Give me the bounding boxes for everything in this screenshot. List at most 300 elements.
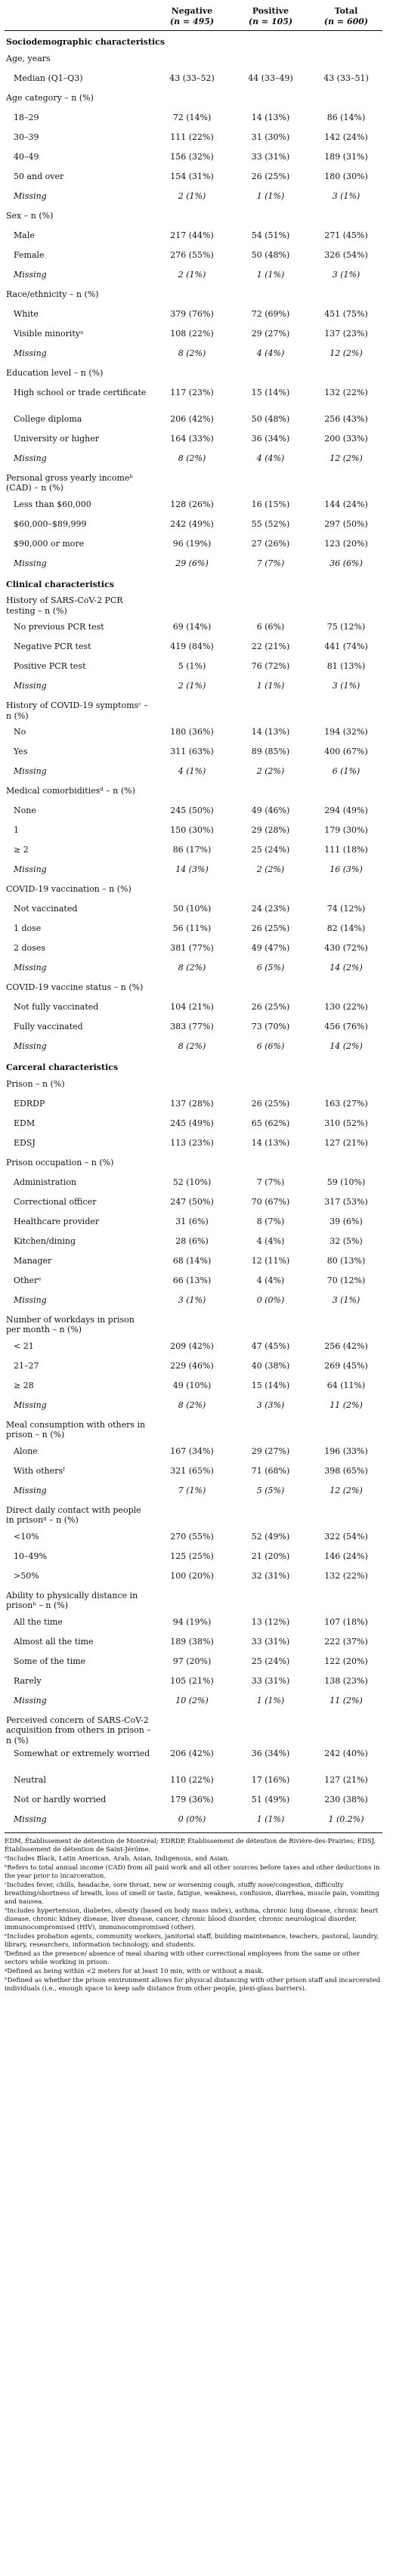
positive-cell: 26 (25%) (251, 1098, 290, 1109)
positive-cell: 12 (11%) (251, 1255, 290, 1266)
row-label: EDM (14, 1118, 36, 1128)
negative-cell (153, 697, 231, 724)
total-cell: 16 (3%) (329, 864, 363, 874)
negative-cell: 113 (23%) (170, 1137, 214, 1148)
total-cell (310, 90, 382, 110)
total-cell: 297 (50%) (324, 518, 368, 529)
total-cell (310, 1076, 382, 1096)
row-label: With othersᶠ (14, 1465, 65, 1476)
row-label: 21–27 (14, 1360, 39, 1371)
negative-cell: 167 (34%) (170, 1446, 214, 1456)
negative-cell (153, 470, 231, 496)
negative-cell: 2 (1%) (178, 190, 206, 201)
variable-row (5, 979, 382, 999)
row-label: EDSJ (14, 1137, 36, 1148)
negative-cell: 242 (49%) (170, 518, 214, 529)
variable-row (5, 697, 382, 724)
negative-cell: 111 (22%) (170, 131, 214, 142)
category-row (5, 658, 382, 678)
positive-cell: 14 (13%) (251, 727, 290, 737)
row-label: Race/ethnicity – n (%) (6, 289, 99, 299)
total-cell: 322 (54%) (324, 1531, 368, 1542)
variable-row (5, 1076, 382, 1096)
variable-row (5, 1312, 382, 1338)
row-label: 1 dose (14, 923, 42, 933)
negative-cell: 164 (33%) (170, 433, 214, 444)
negative-cell: 206 (42%) (170, 1749, 214, 1758)
total-cell (310, 1502, 382, 1529)
negative-cell: 156 (32%) (170, 151, 214, 162)
header-positive: Positive (n = 105) (231, 5, 310, 31)
total-cell (310, 697, 382, 724)
negative-cell: 379 (76%) (170, 308, 214, 319)
total-cell: 14 (2%) (329, 963, 363, 973)
category-row (5, 1214, 382, 1233)
positive-cell: 4 (4%) (256, 1235, 285, 1246)
positive-cell: 89 (85%) (251, 747, 290, 756)
total-cell: 36 (6%) (329, 558, 363, 568)
negative-cell: 10 (2%) (175, 1695, 209, 1705)
positive-cell (231, 90, 310, 110)
total-cell: 82 (14%) (326, 923, 366, 933)
total-cell: 230 (38%) (324, 1795, 368, 1804)
positive-cell: 49 (46%) (251, 806, 290, 815)
row-label: $60,000–$89,999 (14, 518, 87, 529)
total-cell: 123 (20%) (324, 538, 368, 549)
negative-cell: 154 (31%) (170, 171, 214, 181)
positive-cell (231, 881, 310, 901)
total-cell: 130 (22%) (324, 1002, 368, 1012)
total-cell: 271 (45%) (324, 230, 368, 240)
row-label: <10% (14, 1531, 39, 1542)
negative-cell: 0 (0%) (178, 1814, 206, 1824)
row-label: Missing (14, 1041, 47, 1051)
total-cell: 326 (54%) (324, 249, 368, 260)
negative-cell: 68 (14%) (172, 1255, 212, 1266)
negative-cell (153, 1588, 231, 1614)
category-row (5, 1115, 382, 1135)
variable-row (5, 470, 382, 496)
total-cell: 3 (1%) (332, 1294, 360, 1305)
total-cell: 74 (12%) (326, 904, 366, 914)
total-cell: 59 (10%) (326, 1177, 366, 1187)
negative-cell: 49 (10%) (172, 1380, 212, 1390)
row-label: No previous PCR test (14, 622, 104, 632)
negative-cell: 3 (1%) (178, 1294, 206, 1305)
row-label: College diploma (14, 413, 82, 424)
category-row (5, 536, 382, 555)
category-row (5, 1135, 382, 1155)
category-row (5, 431, 382, 450)
variable-row (5, 1712, 382, 1746)
total-cell: 294 (49%) (324, 806, 368, 815)
total-cell: 189 (31%) (324, 151, 368, 162)
category-row (5, 385, 382, 411)
variable-row (5, 90, 382, 110)
negative-cell: 52 (10%) (172, 1177, 212, 1187)
negative-cell: 4 (1%) (178, 766, 206, 776)
total-cell: 64 (11%) (326, 1380, 366, 1390)
row-label: Missing (14, 766, 47, 776)
row-label: ≥ 28 (14, 1380, 34, 1390)
positive-cell: 7 (7%) (256, 558, 285, 568)
negative-cell: 5 (1%) (178, 661, 206, 671)
category-row (5, 822, 382, 842)
category-row (5, 1019, 382, 1038)
negative-cell: 105 (21%) (170, 1675, 214, 1686)
positive-cell (231, 286, 310, 306)
category-row (5, 1792, 382, 1811)
section-heading: Clinical characteristics (6, 579, 114, 589)
positive-cell: 14 (13%) (251, 1137, 290, 1148)
positive-cell: 33 (31%) (251, 1636, 290, 1647)
row-label: Missing (14, 963, 47, 973)
negative-cell: 247 (50%) (170, 1196, 214, 1207)
total-cell: 179 (30%) (324, 825, 368, 835)
total-cell: 400 (67%) (324, 747, 368, 756)
category-row (5, 1746, 382, 1772)
row-label: 2 doses (14, 943, 45, 953)
positive-cell: 2 (2%) (256, 766, 285, 776)
positive-cell: 5 (5%) (256, 1485, 285, 1495)
row-label: Perceived concern of SARS-CoV-2 acquisition from others in prison – n (%) (6, 1715, 151, 1746)
row-label: All the time (14, 1616, 63, 1627)
row-label: Missing (14, 1814, 47, 1824)
negative-cell (153, 592, 231, 619)
negative-cell: 125 (25%) (170, 1551, 214, 1561)
positive-cell: 71 (68%) (251, 1465, 290, 1476)
total-cell (310, 1417, 382, 1443)
negative-cell: 8 (2%) (178, 1399, 206, 1410)
category-row (5, 724, 382, 744)
negative-cell: 7 (1%) (178, 1485, 206, 1495)
row-label: University or higher (14, 433, 100, 444)
category-row (5, 70, 382, 90)
total-cell: 180 (30%) (324, 171, 368, 181)
negative-cell: 110 (22%) (170, 1775, 214, 1785)
negative-cell: 128 (26%) (170, 499, 214, 509)
total-cell: 81 (13%) (326, 661, 366, 671)
total-cell: 200 (33%) (324, 433, 368, 444)
row-label: Not or hardly worried (14, 1795, 107, 1804)
negative-cell: 189 (38%) (170, 1636, 214, 1647)
positive-cell: 1 (1%) (256, 269, 285, 280)
positive-cell: 17 (16%) (251, 1775, 290, 1785)
category-row (5, 1273, 382, 1292)
category-row (5, 1378, 382, 1397)
positive-cell: 76 (72%) (251, 661, 290, 671)
negative-cell: 229 (46%) (170, 1360, 214, 1371)
row-label: Correctional officer (14, 1196, 97, 1207)
row-label: 18–29 (14, 112, 39, 122)
row-label: >50% (14, 1570, 39, 1581)
row-label: Sex – n (%) (6, 210, 54, 221)
total-cell: 11 (2%) (329, 1695, 363, 1705)
negative-cell: 50 (10%) (172, 904, 212, 914)
negative-cell: 104 (21%) (170, 1002, 214, 1012)
total-cell: 138 (23%) (324, 1675, 368, 1686)
footnote: EDM, Établissement de détention de Montréal; EDRDP, Établissement de détention de Rivière-des-Prairies; EDSJ, Établissement de détention de Saint-Jérôme. (5, 1838, 376, 1854)
row-label: Missing (14, 190, 47, 201)
category-row (5, 842, 382, 861)
table-header-row (5, 5, 382, 31)
row-label: Otherᵉ (14, 1275, 42, 1285)
section-heading: Carceral characteristics (6, 1062, 119, 1072)
total-cell: 398 (65%) (324, 1465, 368, 1476)
positive-cell: 6 (5%) (256, 963, 285, 973)
total-cell: 451 (75%) (324, 308, 368, 319)
positive-cell (231, 1712, 310, 1746)
total-cell: 146 (24%) (324, 1551, 368, 1561)
category-row (5, 1673, 382, 1693)
row-label: Medical comorbiditiesᵈ – n (%) (6, 786, 135, 796)
total-cell: 163 (27%) (324, 1098, 368, 1109)
positive-cell: 7 (7%) (256, 1177, 285, 1187)
total-cell: 142 (24%) (324, 131, 368, 142)
negative-cell (153, 51, 231, 70)
positive-cell: 26 (25%) (251, 171, 290, 181)
row-label: Missing (14, 864, 47, 874)
category-row (5, 1529, 382, 1548)
row-label: Positive PCR test (14, 661, 86, 671)
total-cell (310, 1588, 382, 1614)
footnote: ᵍDefined as being within <2 meters for at least 10 min, with or without a mask. (5, 1968, 265, 1975)
positive-cell: 0 (0%) (256, 1294, 285, 1305)
missing-row (5, 1397, 382, 1417)
positive-cell: 31 (30%) (251, 131, 290, 142)
negative-cell: 381 (77%) (170, 943, 214, 953)
negative-cell: 8 (2%) (178, 348, 206, 358)
total-cell (310, 1312, 382, 1338)
positive-cell: 16 (15%) (251, 499, 290, 509)
positive-cell: 27 (26%) (251, 538, 290, 549)
category-row (5, 247, 382, 267)
positive-cell (231, 1502, 310, 1529)
positive-cell (231, 1588, 310, 1614)
positive-cell (231, 1417, 310, 1443)
row-label: Age category – n (%) (6, 92, 94, 103)
negative-cell (153, 881, 231, 901)
positive-cell: 24 (23%) (251, 904, 290, 914)
row-label: Alone (14, 1446, 38, 1456)
row-label: Missing (14, 1695, 47, 1705)
positive-cell (231, 51, 310, 70)
variable-row (5, 881, 382, 901)
row-label: Missing (14, 1399, 47, 1410)
negative-cell: 43 (33–52) (169, 73, 215, 83)
footnote: ᵃIncludes Black, Latin American, Arab, Asian, Indigenous, and Asian. (5, 1855, 230, 1863)
negative-cell: 209 (42%) (170, 1341, 214, 1351)
total-cell: 317 (53%) (324, 1196, 368, 1207)
total-cell (310, 51, 382, 70)
positive-cell: 50 (48%) (251, 413, 290, 424)
total-cell: 132 (22%) (324, 387, 368, 397)
positive-cell: 36 (34%) (251, 433, 290, 444)
row-label: $90,000 or more (14, 538, 85, 549)
total-cell (310, 1712, 382, 1746)
total-cell: 196 (33%) (324, 1446, 368, 1456)
category-row (5, 1096, 382, 1115)
total-cell (310, 881, 382, 901)
positive-cell: 70 (67%) (251, 1196, 290, 1207)
negative-cell: 276 (55%) (170, 249, 214, 260)
total-cell: 43 (33–51) (323, 73, 369, 83)
total-cell: 86 (14%) (326, 112, 366, 122)
variable-row (5, 592, 382, 619)
category-row (5, 1233, 382, 1253)
positive-cell: 29 (28%) (251, 825, 290, 835)
row-label: 50 and over (14, 171, 64, 181)
negative-cell: 270 (55%) (170, 1531, 214, 1542)
total-cell: 1 (0.2%) (328, 1814, 364, 1824)
total-cell: 75 (12%) (326, 622, 366, 632)
missing-row (5, 1292, 382, 1312)
total-cell: 70 (12%) (326, 1275, 366, 1285)
row-label: No (14, 727, 26, 737)
total-cell: 242 (40%) (324, 1749, 368, 1758)
category-row (5, 1772, 382, 1792)
row-label: Personal gross yearly incomeᵇ (CAD) – n (%) (6, 472, 133, 493)
total-cell: 269 (45%) (324, 1360, 368, 1371)
positive-cell: 15 (14%) (251, 1380, 290, 1390)
row-label: Some of the time (14, 1656, 86, 1666)
row-label: 30–39 (14, 131, 39, 142)
positive-cell: 1 (1%) (256, 681, 285, 691)
total-cell: 441 (74%) (324, 642, 368, 651)
positive-cell: 22 (21%) (251, 642, 290, 651)
total-cell (310, 208, 382, 227)
category-row (5, 1194, 382, 1214)
footnotes (5, 1832, 382, 1993)
row-label: 1 (14, 825, 19, 835)
negative-cell: 96 (19%) (172, 538, 212, 549)
category-row (5, 1614, 382, 1634)
negative-cell (153, 783, 231, 802)
row-label: Less than $60,000 (14, 499, 91, 509)
missing-row (5, 450, 382, 470)
positive-cell: 15 (14%) (251, 387, 290, 397)
footnote: ᶠDefined as the presence/ absence of meal sharing with other correctional employees from the same or other sectors while working in prison. (5, 1950, 360, 1966)
row-label: Administration (14, 1177, 77, 1187)
category-row (5, 802, 382, 822)
row-label: Missing (14, 453, 47, 463)
category-row (5, 1568, 382, 1588)
negative-cell: 31 (6%) (175, 1216, 209, 1226)
header-negative: Negative (n = 495) (153, 5, 231, 31)
total-cell: 107 (18%) (324, 1616, 368, 1627)
positive-cell: 1 (1%) (256, 190, 285, 201)
category-row (5, 999, 382, 1019)
missing-row (5, 960, 382, 979)
row-label: COVID-19 vaccination – n (%) (6, 884, 131, 894)
total-cell (310, 286, 382, 306)
category-row (5, 1174, 382, 1194)
total-cell: 39 (6%) (329, 1216, 363, 1226)
positive-cell (231, 470, 310, 496)
missing-row (5, 1483, 382, 1502)
row-label: 40–49 (14, 151, 39, 162)
row-label: Rarely (14, 1675, 42, 1686)
positive-cell: 72 (69%) (251, 308, 290, 319)
negative-cell (153, 1417, 231, 1443)
positive-cell: 36 (34%) (251, 1749, 290, 1758)
category-row (5, 516, 382, 536)
missing-row (5, 267, 382, 286)
total-cell (310, 1155, 382, 1174)
category-row (5, 1653, 382, 1673)
negative-cell: 150 (30%) (170, 825, 214, 835)
negative-cell: 419 (84%) (170, 642, 214, 651)
variable-row (5, 1417, 382, 1443)
row-label: High school or trade certificate (14, 387, 147, 397)
positive-cell: 1 (1%) (256, 1695, 285, 1705)
positive-cell (231, 208, 310, 227)
negative-cell (153, 979, 231, 999)
positive-cell: 2 (2%) (256, 864, 285, 874)
missing-row (5, 763, 382, 783)
positive-cell: 4 (4%) (256, 1275, 285, 1285)
total-cell: 256 (42%) (324, 1341, 368, 1351)
positive-cell (231, 365, 310, 385)
row-label: Missing (14, 348, 47, 358)
negative-cell (153, 1712, 231, 1746)
row-label: Missing (14, 1485, 47, 1495)
category-row (5, 1358, 382, 1378)
section-heading: Sociodemographic characteristics (6, 37, 166, 47)
characteristics-table (5, 5, 382, 1831)
header-total: Total (n = 600) (310, 5, 382, 31)
negative-cell: 179 (36%) (170, 1795, 214, 1804)
negative-cell: 69 (14%) (172, 622, 212, 632)
negative-cell: 217 (44%) (170, 230, 214, 240)
header-label (5, 5, 153, 31)
category-row (5, 1443, 382, 1463)
category-row (5, 920, 382, 940)
positive-cell: 6 (6%) (256, 1041, 285, 1051)
positive-cell: 25 (24%) (251, 1656, 290, 1666)
positive-cell: 13 (12%) (251, 1616, 290, 1627)
category-row (5, 901, 382, 920)
positive-cell (231, 783, 310, 802)
positive-cell (231, 592, 310, 619)
total-cell: 256 (43%) (324, 413, 368, 424)
total-cell: 122 (20%) (324, 1656, 368, 1666)
positive-cell (231, 1155, 310, 1174)
negative-cell: 206 (42%) (170, 413, 214, 424)
negative-cell (153, 1155, 231, 1174)
negative-cell: 180 (36%) (170, 727, 214, 737)
total-cell: 430 (72%) (324, 943, 368, 953)
positive-cell: 51 (49%) (251, 1795, 290, 1804)
missing-row (5, 861, 382, 881)
category-row (5, 1463, 382, 1483)
variable-row (5, 1155, 382, 1174)
positive-cell: 32 (31%) (251, 1570, 290, 1581)
total-cell: 3 (1%) (332, 190, 360, 201)
negative-cell: 29 (6%) (175, 558, 209, 568)
total-cell: 32 (5%) (329, 1235, 363, 1246)
row-label: Median (Q1–Q3) (14, 73, 83, 83)
total-cell: 111 (18%) (324, 845, 368, 855)
negative-cell: 97 (20%) (172, 1656, 212, 1666)
negative-cell: 321 (65%) (170, 1465, 214, 1476)
positive-cell: 40 (38%) (251, 1360, 290, 1371)
positive-cell: 21 (20%) (251, 1551, 290, 1561)
negative-cell: 2 (1%) (178, 269, 206, 280)
row-label: History of COVID-19 symptomsᶜ – n (%) (6, 700, 148, 721)
variable-row (5, 1588, 382, 1614)
row-label: Missing (14, 558, 47, 568)
